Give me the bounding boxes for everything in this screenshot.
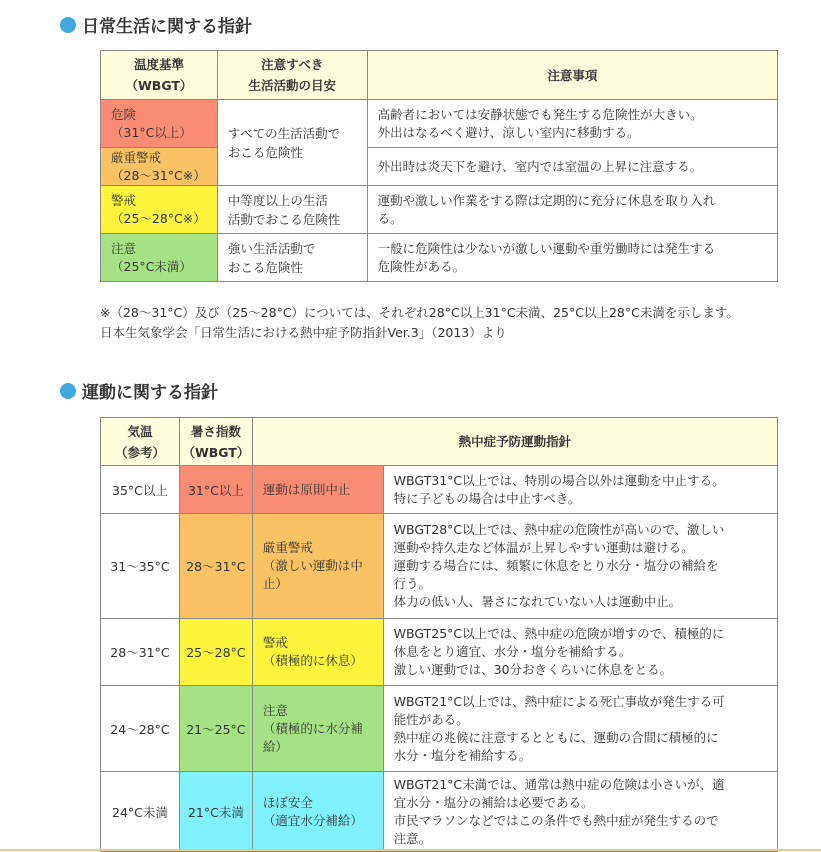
activity-cell: 中等度以上の生活 活動でおこる危険性 — [217, 186, 367, 234]
precaution-cell: 一般に危険性は少ないが激しい運動や重労働時には発生する 危険性がある。 — [367, 234, 777, 282]
level-cell-warning: 警戒 （25～28°C※） — [101, 186, 218, 234]
level-cell-caution: 注意 （25°C未満） — [101, 234, 218, 282]
table-row — [101, 100, 778, 148]
guideline-notes-cell: WBGT21°C以上では、熱中症による死亡事故が発生する可 能性がある。 熱中症の兆候に注意するとともに、運動の合間に積極的に 水分・塩分を補給する。 — [383, 686, 777, 772]
temperature-cell: 35°C以上 — [101, 466, 180, 514]
temperature-cell: 24°C未満 — [101, 772, 180, 852]
section-title-text: 日常生活に関する指針 — [82, 17, 252, 37]
section-title-text: 運動に関する指針 — [82, 383, 218, 403]
table-row — [101, 148, 778, 186]
table-header-row — [101, 418, 778, 466]
wbgt-cell: 25～28°C — [179, 619, 252, 686]
guideline-notes-cell: WBGT31°C以上では、特別の場合以外は運動を中止する。 特に子どもの場合は中止すべき。 — [383, 466, 777, 514]
header-air-temperature: 気温 （参考） — [101, 418, 180, 466]
header-temperature-standard: 温度基準 （WBGT） — [101, 51, 218, 100]
precaution-cell: 外出時は炎天下を避け、室内では室温の上昇に注意する。 — [367, 148, 777, 186]
guideline-cell: 運動は原則中止 — [252, 466, 383, 514]
wbgt-cell: 21～25°C — [179, 686, 252, 772]
wbgt-cell: 31°C以上 — [179, 466, 252, 514]
wbgt-cell: 28～31°C — [179, 514, 252, 619]
table-row — [101, 466, 778, 514]
bullet-dot-icon — [60, 17, 76, 33]
table-row — [101, 514, 778, 619]
guideline-notes-cell: WBGT21°C未満では、通常は熱中症の危険は小さいが、適 宜水分・塩分の補給は必要である。 市民マラソンなどではこの条件でも熱中症が発生するので 注意。 — [383, 772, 777, 852]
temperature-cell: 31～35°C — [101, 514, 180, 619]
section-title-daily-life — [60, 12, 252, 37]
activity-cell: 強い生活活動で おこる危険性 — [217, 234, 367, 282]
table-row — [101, 186, 778, 234]
temperature-cell: 24～28°C — [101, 686, 180, 772]
precaution-cell: 高齢者においては安静状態でも発生する危険性が大きい。 外出はなるべく避け、涼しい室内に移動する。 — [367, 100, 777, 148]
guideline-cell: ほぼ安全 （適宜水分補給） — [252, 772, 383, 852]
guideline-cell: 警戒 （積極的に休息） — [252, 619, 383, 686]
header-precautions: 注意事項 — [367, 51, 777, 100]
header-activity-guide: 注意すべき 生活活動の目安 — [217, 51, 367, 100]
header-exercise-guideline: 熱中症予防運動指針 — [252, 418, 777, 466]
daily-life-table — [100, 50, 778, 282]
guideline-notes-cell: WBGT25°C以上では、熱中症の危険が増すので、積極的に 休息をとり適宜、水分・塩分を補給する。 激しい運動では、30分おきくらいに休息をとる。 — [383, 619, 777, 686]
level-cell-severe-warning: 厳重警戒 （28～31°C※） — [101, 148, 218, 186]
guideline-cell: 注意 （積極的に水分補 給） — [252, 686, 383, 772]
table-row — [101, 772, 778, 852]
precaution-cell: 運動や激しい作業をする際は定期的に充分に休息を取り入れ る。 — [367, 186, 777, 234]
header-heat-index: 暑さ指数 （WBGT） — [179, 418, 252, 466]
bullet-dot-icon — [60, 383, 76, 399]
guideline-cell: 厳重警戒 （激しい運動は中 止） — [252, 514, 383, 619]
section-title-exercise — [60, 378, 218, 403]
table-row — [101, 619, 778, 686]
activity-cell: すべての生活活動で おこる危険性 — [217, 100, 367, 186]
table-header-row — [101, 51, 778, 100]
wbgt-cell: 21°C未満 — [179, 772, 252, 852]
table-row — [101, 234, 778, 282]
temperature-cell: 28～31°C — [101, 619, 180, 686]
footnote-source: 日本生気象学会「日常生活における熱中症予防指針Ver.3」（2013）より — [100, 325, 507, 340]
footnote-range-definition: ※（28～31°C）及び（25～28°C）については、それぞれ28°C以上31°C未満、25°C以上28°C未満を示します。 — [100, 305, 739, 320]
exercise-guideline-table — [100, 417, 778, 852]
level-cell-danger: 危険 （31°C以上） — [101, 100, 218, 148]
guideline-notes-cell: WBGT28°C以上では、熱中症の危険性が高いので、激しい 運動や持久走など体温が上昇しやすい運動は避ける。 運動する場合には、頻繁に休息をとり水分・塩分の補給を 行う。 体力の低い人、暑さになれていない人は運動中止。 — [383, 514, 777, 619]
table-row — [101, 686, 778, 772]
